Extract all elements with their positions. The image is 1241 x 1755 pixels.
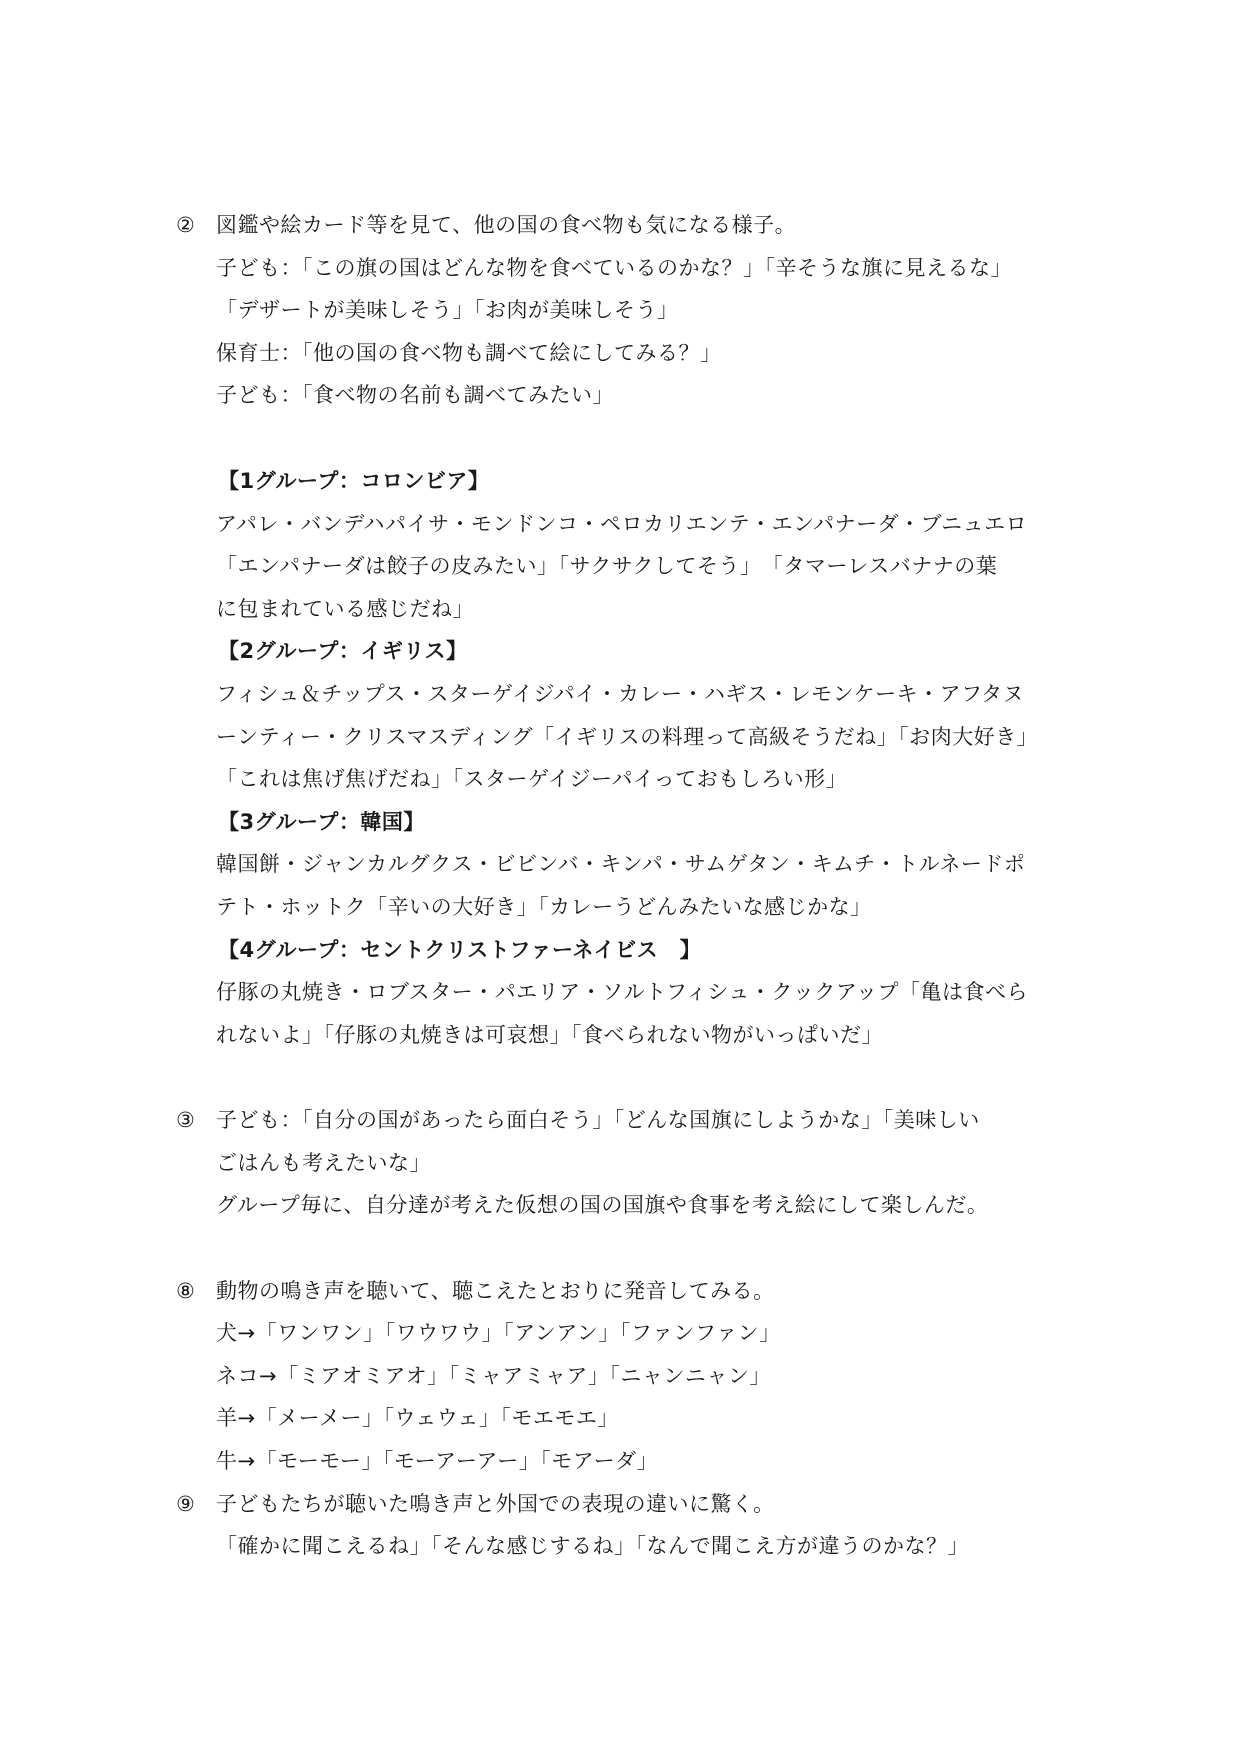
group-4-line-1: 仔豚の丸焼き・ロブスター・パエリア・ソルトフィシュ・クックアップ「亀は食べら (216, 980, 1028, 1004)
section-2-marker: ② (176, 213, 195, 237)
group-3-line-2: テト・ホットク「辛いの大好き」「カレーうどんみたいな感じかな」 (216, 895, 872, 919)
section-2-line-1: 図鑑や絵カード等を見て、他の国の食べ物も気になる様子。 (216, 213, 797, 237)
section-2-line-5: 子ども：「食べ物の名前も調べてみたい」 (216, 383, 614, 407)
group-4-heading: 【4グループ：セントクリストファーネイビス 】 (218, 938, 702, 962)
group-3-line-1: 韓国餅・ジャンカルグクス・ビビンバ・キンパ・サムゲタン・キムチ・トルネードポ (216, 852, 1026, 876)
section-8-line-5: 牛→「モーモー」「モーアーアー」「モアーダ」 (216, 1449, 659, 1473)
section-8-line-2: 犬→「ワンワン」「ワウワウ」「アンアン」「ファンファン」 (216, 1321, 781, 1345)
group-2-heading: 【2グループ：イギリス】 (218, 639, 468, 663)
group-1-line-1: アパレ・バンデハパイサ・モンドンコ・ペロカリエンテ・エンパナーダ・ブニュエロ (216, 512, 1028, 536)
group-2-line-1: フィシュ＆チップス・スターゲイジパイ・カレー・ハギス・レモンケーキ・アフタヌ (216, 682, 1025, 706)
group-4-line-2: れないよ」「仔豚の丸焼きは可哀想」「食べられない物がいっぱいだ」 (216, 1023, 883, 1047)
section-3-line-3: グループ毎に、自分達が考えた仮想の国の国旗や食事を考え絵にして楽しんだ。 (216, 1193, 989, 1217)
group-2-line-3: 「これは焦げ焦げだね」「スターゲイジーパイっておもしろい形」 (216, 767, 848, 791)
section-3-line-1: 子ども：「自分の国があったら面白そう」「どんな国旗にしようかな」「美味しい (216, 1108, 980, 1132)
section-8-marker: ⑧ (176, 1279, 195, 1303)
group-1-line-3: に包まれている感じだね」 (216, 597, 474, 621)
section-3-line-2: ごはんも考えたいな」 (216, 1151, 431, 1175)
section-9-marker: ⑨ (176, 1492, 195, 1516)
section-9-line-1: 子どもたちが聴いた鳴き声と外国での表現の違いに驚く。 (216, 1492, 775, 1516)
section-8-line-3: ネコ→「ミアオミアオ」「ミャアミャア」「ニャンニャン」 (216, 1364, 771, 1388)
section-2-line-3: 「デザートが美味しそう」「お肉が美味しそう」 (216, 298, 679, 322)
section-8-line-1: 動物の鳴き声を聴いて、聴こえたとおりに発音してみる。 (216, 1279, 775, 1303)
section-8-line-4: 羊→「メーメー」「ウェウェ」「モエモエ」 (216, 1406, 619, 1430)
group-2-line-2: ーンティー・クリスマスディング「イギリスの料理って高級そうだね」「お肉大好き」 (216, 725, 1039, 749)
group-1-heading: 【1グループ：コロンビア】 (218, 469, 490, 493)
group-1-line-2: 「エンパナーダは餃子の皮みたい」「サクサクしてそう」 「タマーレスバナナの葉 (216, 554, 998, 578)
section-3-marker: ③ (176, 1108, 195, 1132)
section-2-line-2: 子ども：「この旗の国はどんな物を食べているのかな？」「辛そうな旗に見えるな」 (216, 256, 1012, 280)
group-3-heading: 【3グループ：韓国】 (218, 810, 425, 834)
section-9-line-2: 「確かに聞こえるね」「そんな感じするね」「なんで聞こえ方が違うのかな？」 (216, 1534, 969, 1558)
section-2-line-4: 保育士：「他の国の食べ物も調べて絵にしてみる？」 (216, 341, 722, 365)
